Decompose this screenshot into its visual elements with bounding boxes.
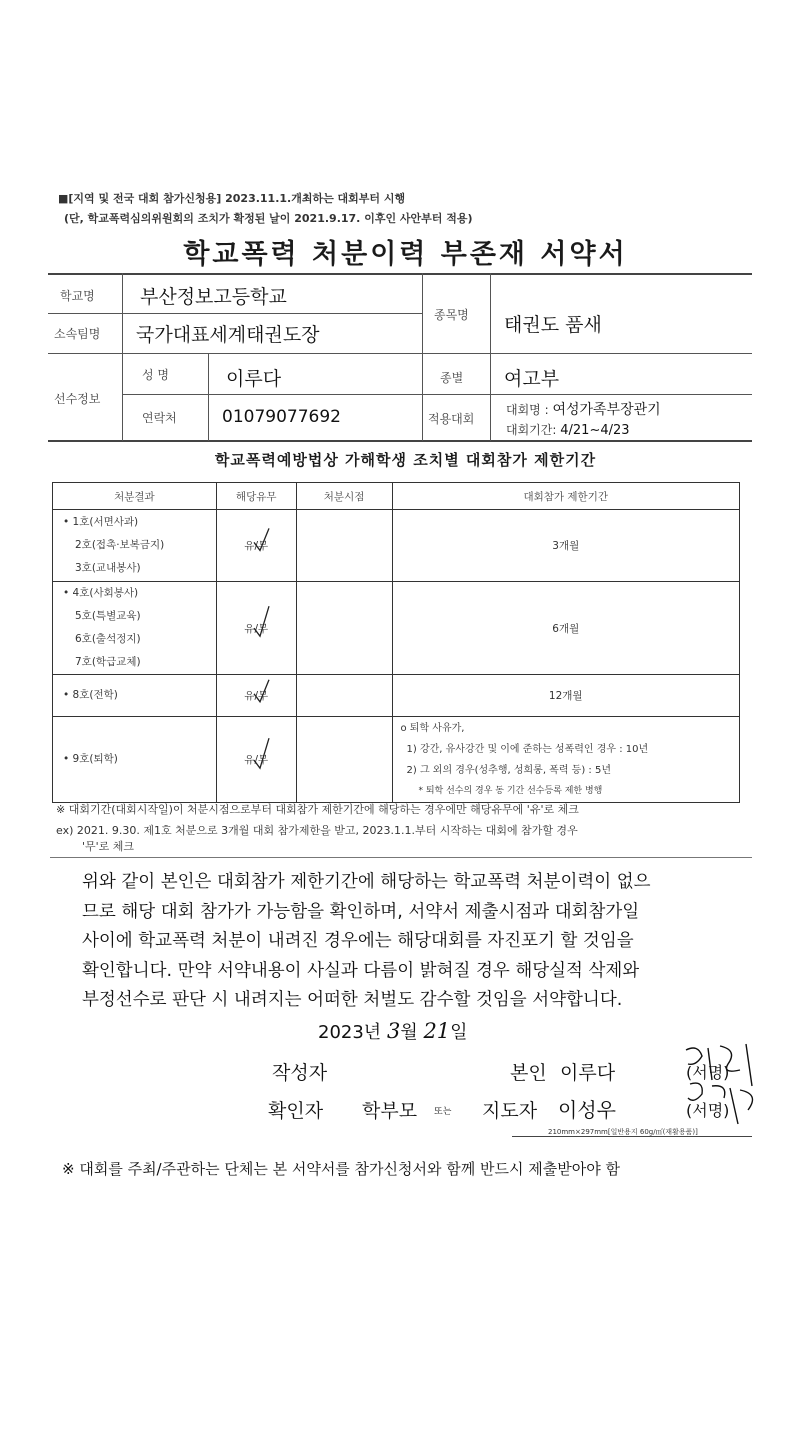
footer-note: ※ 대회를 주최/주관하는 단체는 본 서약서를 참가신청서와 함께 반드시 제출받아야 함 xyxy=(62,1160,620,1178)
row-time xyxy=(296,675,392,717)
event-value: 태권도 품새 xyxy=(504,314,602,336)
team-label: 소속팀명 xyxy=(54,327,101,341)
paper-spec: 210mm×297mm[일반용지 60g/㎡(재활용품)] xyxy=(548,1128,698,1136)
applied-label: 적용대회 xyxy=(428,412,475,426)
row-period: 12개월 xyxy=(392,675,740,717)
period-row xyxy=(506,421,630,438)
coach-name: 이성우 xyxy=(558,1098,616,1122)
handwritten-signature-icon xyxy=(668,1040,768,1128)
table-note-3: '무'로 체크 xyxy=(82,840,135,853)
table-row xyxy=(53,582,740,675)
event-label: 종목명 xyxy=(434,308,469,322)
row-period: 6개월 xyxy=(392,582,740,675)
restriction-table xyxy=(52,482,740,803)
writer-label: 작성자 xyxy=(272,1062,328,1084)
row-items: • 9호(퇴학) xyxy=(53,717,217,803)
row-time xyxy=(296,717,392,803)
check-mark-icon xyxy=(252,526,272,554)
name-label: 성 명 xyxy=(142,368,169,382)
row-status: 유/무 xyxy=(216,675,296,717)
pledge-paragraph: 위와 같이 본인은 대회참가 제한기간에 해당하는 학교폭력 처분이력이 없으 므로 해당 대회 참가가 가능함을 확인하며, 서약서 제출시점과 대회참가일 사이에 학교폭력 처분이 내려진 경우에는 해당대회를 자진포기 할 것임을 확인합니다. 만약 서약내용이 사실과 다름이 밝혀질 경우 해당실적 삭제와 부정선수로 판단 시 내려지는 어떠한 처벌도 감수할 것임을 서약합니다. xyxy=(82,872,651,1010)
table-note-1: ※ 대회기간(대회시작일)이 처분시점으로부터 대회참가 제한기간에 해당하는 경우에만 해당유무에 '유'로 체크 xyxy=(56,803,579,816)
header-result: 처분결과 xyxy=(53,483,217,510)
check-mark-icon xyxy=(252,604,272,638)
competition-value: 여성가족부장관기 xyxy=(552,402,661,418)
or-label: 또는 xyxy=(434,1107,452,1117)
school-value: 부산정보고등학교 xyxy=(140,286,287,308)
sign-label-2: (서명) xyxy=(686,1101,730,1120)
division-value: 여고부 xyxy=(504,368,560,390)
row-items: • 8호(전학) xyxy=(53,675,217,717)
parent-label: 학부모 xyxy=(362,1100,418,1122)
period-label: 대회기간: xyxy=(506,423,557,437)
contact-value: 01079077692 xyxy=(222,407,341,427)
row-status: 유/무 xyxy=(216,582,296,675)
row-items: • 4호(사회봉사) 5호(특별교육) 6호(출석정지) 7호(학급교체) xyxy=(53,582,217,675)
row-status: 유/무 xyxy=(216,510,296,582)
check-mark-icon xyxy=(252,677,272,703)
player-info-label: 선수정보 xyxy=(54,392,101,406)
table-row xyxy=(53,675,740,717)
row-time xyxy=(296,510,392,582)
school-label: 학교명 xyxy=(60,289,95,303)
row-period: o 퇴학 사유가, 1) 강간, 유사강간 및 이에 준하는 성폭력인 경우 : 10년 2) 그 외의 경우(성추행, 성희롱, 폭력 등) : 5년 * 퇴학 선수의 경우 동 기간 선수등록 제한 병행 xyxy=(392,717,740,803)
self-name: 이루다 xyxy=(560,1062,616,1084)
row-time xyxy=(296,582,392,675)
team-value: 국가대표세계태권도장 xyxy=(136,324,320,346)
pledge-date: 2023년 3월 21일 xyxy=(318,1019,468,1043)
contact-label: 연락처 xyxy=(142,411,177,425)
table-note-2: ex) 2021. 9.30. 제1호 처분으로 3개월 대회 참가제한을 받고, 2023.1.1.부터 시작하는 대회에 참가할 경우 xyxy=(56,824,578,837)
notice-line-1: ■[지역 및 전국 대회 참가신청용] 2023.11.1.개최하는 대회부터 시행 xyxy=(58,192,406,205)
competition-label: 대회명 : xyxy=(506,403,553,417)
table-header-row xyxy=(53,483,740,510)
table-row xyxy=(53,717,740,803)
division-label: 종별 xyxy=(440,371,464,385)
header-time: 처분시점 xyxy=(296,483,392,510)
table-row xyxy=(53,510,740,582)
self-label: 본인 xyxy=(510,1062,547,1084)
notice-line-2: (단, 학교폭력심의위원회의 조치가 확정된 날이 2021.9.17. 이후인 사안부터 적용) xyxy=(64,212,473,225)
header-status: 해당유무 xyxy=(216,483,296,510)
header-period: 대회참가 제한기간 xyxy=(392,483,740,510)
confirm-label: 확인자 xyxy=(268,1100,324,1122)
period-value: 4/21~4/23 xyxy=(560,423,630,438)
name-value: 이루다 xyxy=(226,368,282,390)
sign-label-1: (서명) xyxy=(686,1063,730,1082)
row-items: • 1호(서면사과) 2호(접촉·보복금지) 3호(교내봉사) xyxy=(53,510,217,582)
competition-row xyxy=(506,399,661,419)
row-status: 유/무 xyxy=(216,717,296,803)
row-period: 3개월 xyxy=(392,510,740,582)
coach-label: 지도자 xyxy=(482,1100,538,1122)
restriction-subtitle: 학교폭력예방법상 가해학생 조치별 대회참가 제한기간 xyxy=(214,451,597,469)
check-mark-icon xyxy=(252,736,272,770)
document-title: 학교폭력 처분이력 부존재 서약서 xyxy=(183,239,628,270)
